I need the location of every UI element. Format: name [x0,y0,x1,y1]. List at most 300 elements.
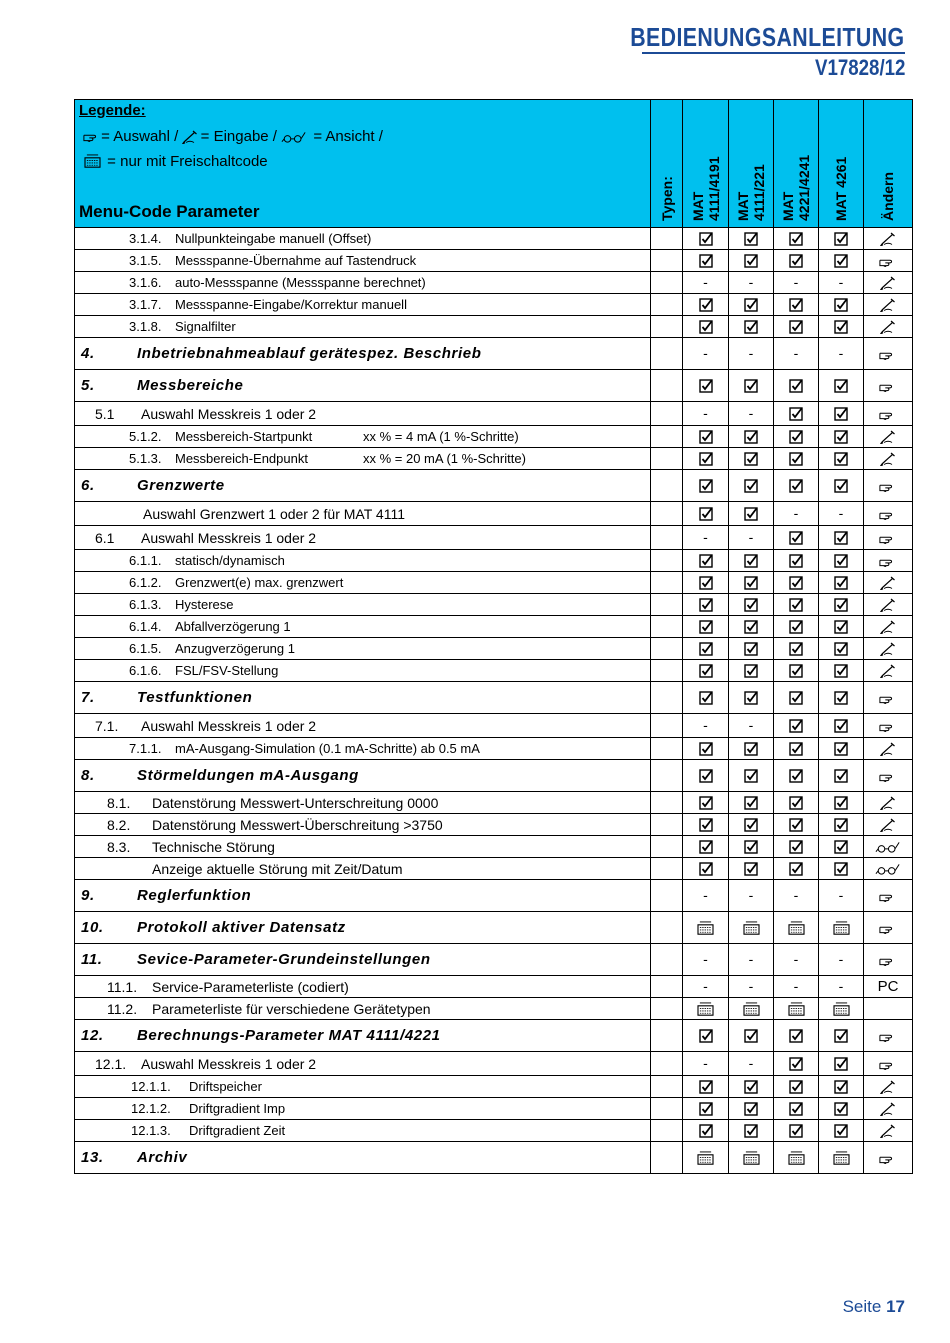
check-box-icon [789,818,803,832]
menu-code: 9. [81,887,95,904]
check-box-icon [789,840,803,854]
parameter-name: Auswahl Messkreis 1 oder 2 [141,529,317,546]
check-box-icon [744,554,758,568]
check-box-icon [744,254,758,268]
check-box-icon [834,796,848,810]
check-box-icon [789,796,803,810]
parameter-label-cell [75,426,651,448]
menu-code: 7.1.1. [129,741,162,756]
check-box-icon [699,642,713,656]
check-box-icon [699,620,713,634]
check-box-icon [789,254,803,268]
not-available-cell: - [683,402,729,426]
not-available-cell: - [774,880,819,912]
check-box-icon [699,554,713,568]
parameter-name: Datenstörung Messwert-Unterschreitung 0000 [152,794,439,811]
pen-icon [880,796,896,810]
typen-cell [651,976,683,998]
typen-cell [651,250,683,272]
menu-code: 6.1.3. [129,597,162,612]
typen-cell [651,526,683,550]
col-header-aendern: Ändern [864,100,913,228]
check-box-icon [744,379,758,393]
header-rule [642,52,905,54]
check-box-cell [729,448,774,470]
pen-icon [880,298,896,312]
glasses-icon [875,862,901,876]
check-box-icon [699,769,713,783]
table-row [75,814,913,836]
parameter-label-cell [75,616,651,638]
check-box-cell [819,682,864,714]
aendern-cell [864,402,913,426]
check-box-cell [683,470,729,502]
check-box-cell [774,1098,819,1120]
aendern-cell [864,470,913,502]
check-box-icon [699,1029,713,1043]
check-box-cell [819,1020,864,1052]
col-header-mat4111-221: MAT 4111/221 [729,100,774,228]
typen-cell [651,294,683,316]
check-box-cell [774,760,819,792]
parameter-label-cell [75,944,651,976]
aendern-cell [864,316,913,338]
check-box-icon [789,1057,803,1071]
check-box-cell [683,792,729,814]
check-box-icon [699,840,713,854]
check-box-cell [819,1098,864,1120]
check-box-icon [834,232,848,246]
legend-freischaltcode: = nur mit Freischaltcode [107,153,268,170]
parameter-label-cell [75,1020,651,1052]
section-row [75,760,913,792]
aendern-cell [864,502,913,526]
check-box-cell [729,502,774,526]
parameter-name: Auswahl Grenzwert 1 oder 2 für MAT 4111 [143,505,405,522]
check-box-icon [789,554,803,568]
check-box-icon [834,769,848,783]
not-available-cell: - [683,976,729,998]
menu-code: 10. [81,919,104,936]
document-title: BEDIENUNGSANLEITUNG [630,22,905,52]
check-box-cell [683,760,729,792]
not-available-cell: - [819,502,864,526]
check-box-cell [683,294,729,316]
parameter-label-cell [75,638,651,660]
check-box-cell [683,502,729,526]
check-box-cell [774,638,819,660]
keyboard-cell [729,912,774,944]
check-box-icon [744,1029,758,1043]
pen-icon [880,1080,896,1094]
not-available-cell: - [729,272,774,294]
menu-code: 5.1.3. [129,451,162,466]
parameter-name: Auswahl Messkreis 1 oder 2 [141,717,317,734]
menu-code: 13. [81,1149,104,1166]
not-available-cell: - [683,272,729,294]
typen-cell [651,738,683,760]
check-box-cell [729,228,774,250]
check-box-icon [699,1102,713,1116]
check-box-icon [834,298,848,312]
typen-cell [651,402,683,426]
check-box-icon [699,254,713,268]
typen-cell [651,426,683,448]
menu-code: 6.1.4. [129,619,162,634]
check-box-cell [774,294,819,316]
parameter-name: Protokoll aktiver Datensatz [137,919,346,936]
parameter-name: Datenstörung Messwert-Überschreitung >3750 [152,816,443,833]
parameter-range: xx % = 20 mA (1 %-Schritte) [363,451,526,466]
check-box-cell [774,660,819,682]
parameter-name: Auswahl Messkreis 1 oder 2 [141,405,317,422]
check-box-icon [789,576,803,590]
parameter-label-cell [75,316,651,338]
parameter-label-cell [75,294,651,316]
table-row [75,714,913,738]
keyboard-cell [774,912,819,944]
parameter-name: Messspanne-Eingabe/Korrektur manuell [175,297,407,312]
check-box-icon [789,1080,803,1094]
parameter-label-cell [75,402,651,426]
check-box-icon [789,430,803,444]
hand-pointer-icon [879,890,897,902]
check-box-cell [819,294,864,316]
check-box-cell [729,858,774,880]
check-box-cell [819,448,864,470]
not-available-cell: - [729,976,774,998]
parameter-name: Messbereich-Startpunkt [175,429,313,444]
not-available-cell: - [774,502,819,526]
check-box-icon [699,862,713,876]
parameter-label-cell [75,792,651,814]
legend-line-1 [83,128,383,145]
check-box-cell [729,792,774,814]
check-box-icon [789,620,803,634]
typen-cell [651,1020,683,1052]
check-box-cell [683,1020,729,1052]
aendern-cell [864,880,913,912]
check-box-cell [683,638,729,660]
check-box-cell [729,316,774,338]
table-row [75,550,913,572]
check-box-icon [744,576,758,590]
typen-header: Typen: [651,100,683,228]
typen-cell [651,1120,683,1142]
check-box-cell [683,1098,729,1120]
menu-code: 7.1. [95,717,119,734]
parameter-label-cell [75,1142,651,1174]
not-available-cell: - [683,1052,729,1076]
check-box-cell [774,250,819,272]
parameter-label-cell [75,814,651,836]
check-box-icon [789,664,803,678]
typen-cell [651,1142,683,1174]
check-box-icon [699,430,713,444]
check-box-cell [819,572,864,594]
check-box-cell [819,526,864,550]
check-box-icon [834,664,848,678]
check-box-icon [744,598,758,612]
aendern-cell [864,294,913,316]
keyboard-icon [832,1151,851,1166]
aendern-cell [864,572,913,594]
typen-cell [651,228,683,250]
check-box-icon [744,298,758,312]
keyboard-icon [832,1002,851,1017]
check-box-cell [774,228,819,250]
check-box-cell [729,836,774,858]
not-available-cell: - [774,976,819,998]
check-box-icon [834,840,848,854]
keyboard-icon [742,1002,761,1017]
parameter-label-cell [75,228,651,250]
typen-cell [651,594,683,616]
check-box-icon [834,254,848,268]
aendern-cell [864,1052,913,1076]
keyboard-icon [742,921,761,936]
section-row [75,1020,913,1052]
keyboard-icon [787,921,806,936]
not-available-cell: - [729,944,774,976]
table-row [75,616,913,638]
parameter-label-cell [75,338,651,370]
check-box-icon [789,479,803,493]
check-box-icon [789,452,803,466]
check-box-cell [729,250,774,272]
check-box-cell [729,550,774,572]
table-row [75,836,913,858]
aendern-cell [864,272,913,294]
check-box-icon [699,320,713,334]
check-box-icon [744,620,758,634]
typen-cell [651,1076,683,1098]
menu-code: 5.1.2. [129,429,162,444]
check-box-cell [729,660,774,682]
check-box-icon [834,452,848,466]
parameter-name: Hysterese [175,597,234,612]
menu-code: 6.1.2. [129,575,162,590]
typen-cell [651,370,683,402]
parameter-label-cell [75,572,651,594]
aendern-cell [864,426,913,448]
table-row [75,426,913,448]
check-box-icon [834,1029,848,1043]
check-box-cell [774,572,819,594]
parameter-label-cell [75,594,651,616]
keyboard-icon [696,1151,715,1166]
check-box-icon [744,507,758,521]
check-box-cell [729,426,774,448]
check-box-cell [729,760,774,792]
not-available-cell: - [774,338,819,370]
check-box-cell [819,370,864,402]
parameter-name: Signalfilter [175,319,236,334]
hand-pointer-icon [879,480,897,492]
check-box-cell [729,638,774,660]
parameter-name: Driftgradient Zeit [189,1123,286,1138]
aendern-cell [864,714,913,738]
parameter-label-cell [75,976,651,998]
table-row [75,502,913,526]
check-box-icon [834,642,848,656]
not-available-cell: - [729,526,774,550]
hand-pointer-icon [83,130,97,144]
check-box-cell [819,738,864,760]
parameter-label-cell [75,660,651,682]
not-available-cell: - [774,944,819,976]
keyboard-icon [83,154,103,170]
pen-icon [880,818,896,832]
table-row [75,294,913,316]
aendern-cell [864,594,913,616]
check-box-icon [699,379,713,393]
check-box-icon [699,576,713,590]
parameter-name: Anzugverzögerung 1 [175,641,295,656]
keyboard-icon [787,1002,806,1017]
check-box-icon [789,531,803,545]
keyboard-cell [819,912,864,944]
check-box-icon [699,1124,713,1138]
menu-code-title: Menu-Code Parameter [79,202,260,221]
check-box-icon [834,1057,848,1071]
parameter-label-cell [75,682,651,714]
check-box-cell [729,470,774,502]
table-row [75,448,913,470]
parameter-label-cell [75,448,651,470]
table-row [75,316,913,338]
typen-cell [651,550,683,572]
check-box-cell [819,638,864,660]
table-row [75,526,913,550]
check-box-icon [789,1124,803,1138]
typen-cell [651,944,683,976]
page-footer [843,1297,905,1317]
check-box-icon [834,531,848,545]
not-available-cell: - [729,338,774,370]
table-row [75,660,913,682]
not-available-cell: - [683,880,729,912]
typen-cell [651,1098,683,1120]
check-box-icon [834,742,848,756]
parameter-label-cell [75,858,651,880]
col-header-mat4111-4191: MAT 4111/4191 [683,100,729,228]
parameter-name: Testfunktionen [137,689,253,706]
menu-code: 3.1.5. [129,253,162,268]
check-box-cell [683,448,729,470]
keyboard-cell [683,998,729,1020]
table-row [75,572,913,594]
col-header-mat4221-4241: MAT 4221/4241 [774,100,819,228]
aendern-cell [864,1142,913,1174]
menu-code: 12.1.2. [131,1101,171,1116]
keyboard-cell [683,1142,729,1174]
menu-code: 3.1.6. [129,275,162,290]
aendern-cell [864,526,913,550]
check-box-icon [789,1102,803,1116]
not-available-cell: - [819,976,864,998]
check-box-cell [774,836,819,858]
section-row [75,470,913,502]
check-box-icon [699,664,713,678]
section-row [75,944,913,976]
check-box-cell [729,294,774,316]
section-row [75,682,913,714]
menu-code: 12. [81,1027,104,1044]
check-box-cell [819,814,864,836]
pen-icon [880,1124,896,1138]
table-row [75,858,913,880]
table-row [75,976,913,998]
parameter-label-cell [75,714,651,738]
check-box-cell [729,370,774,402]
pen-icon [880,576,896,590]
table-row [75,638,913,660]
aendern-cell [864,616,913,638]
check-box-cell [819,660,864,682]
hand-pointer-icon [879,1058,897,1070]
check-box-icon [789,407,803,421]
check-box-icon [744,320,758,334]
check-box-cell [774,682,819,714]
typen-cell [651,1052,683,1076]
check-box-cell [774,738,819,760]
check-box-icon [699,1080,713,1094]
glasses-icon [281,130,309,144]
check-box-icon [789,642,803,656]
check-box-cell [729,572,774,594]
keyboard-icon [696,1002,715,1017]
check-box-icon [834,554,848,568]
check-box-icon [744,1080,758,1094]
menu-code: 3.1.7. [129,297,162,312]
table-row [75,1098,913,1120]
check-box-icon [744,818,758,832]
check-box-icon [744,796,758,810]
document-code: V17828/12 [814,55,905,80]
aendern-cell [864,370,913,402]
check-box-icon [699,507,713,521]
menu-code: 8.2. [107,816,131,833]
parameter-label-cell [75,250,651,272]
typen-cell [651,660,683,682]
check-box-cell [729,1076,774,1098]
check-box-cell [819,470,864,502]
typen-cell [651,470,683,502]
aendern-cell [864,1120,913,1142]
check-box-icon [744,452,758,466]
section-row [75,338,913,370]
check-box-cell [774,526,819,550]
parameter-name: Anzeige aktuelle Störung mit Zeit/Datum [152,860,403,877]
check-box-cell [819,616,864,638]
col-header-mat4261: MAT 4261 [819,100,864,228]
hand-pointer-icon [879,348,897,360]
typen-cell [651,316,683,338]
page-number: 17 [886,1297,905,1316]
check-box-cell [774,792,819,814]
check-box-cell [683,250,729,272]
check-box-icon [834,818,848,832]
pen-icon [182,130,196,144]
keyboard-cell [774,998,819,1020]
parameter-label-cell [75,836,651,858]
aendern-cell [864,792,913,814]
check-box-cell [683,550,729,572]
check-box-icon [744,862,758,876]
parameter-name: Archiv [137,1149,188,1166]
menu-code: 3.1.8. [129,319,162,334]
